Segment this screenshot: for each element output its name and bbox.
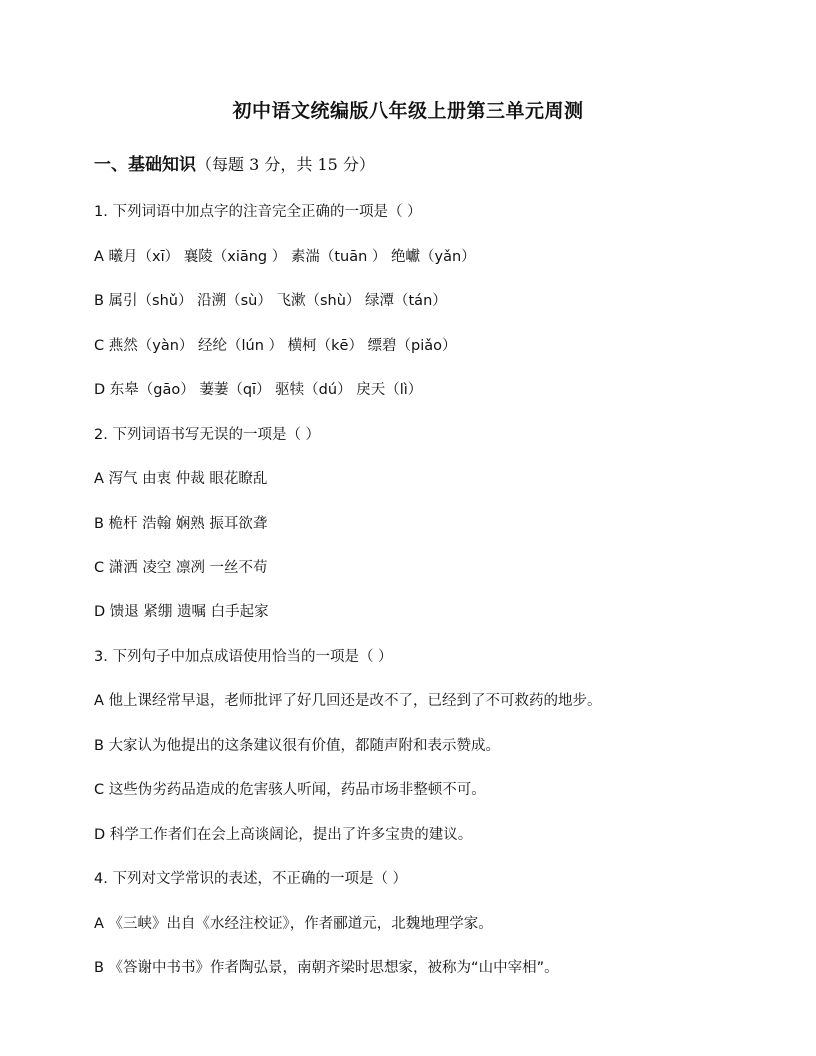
question-4-stem: 4. 下列对文学常识的表述，不正确的一项是（ ） <box>94 871 408 887</box>
question-2-stem: 2. 下列词语书写无误的一项是（ ） <box>94 427 321 443</box>
question-4-option-a: A 《三峡》出自《水经注校证》，作者郦道元，北魏地理学家。 <box>94 916 493 932</box>
question-2-option-a: A 泻气 由衷 仲裁 眼花瞭乱 <box>94 471 268 487</box>
question-2-option-d: D 馈退 紧绷 遗嘱 白手起家 <box>94 604 269 620</box>
question-1-option-c: C 燕然（yàn） 经纶（lún ） 横柯（kē） 缥碧（piǎo） <box>94 338 457 354</box>
question-3-option-b: B 大家认为他提出的这条建议很有价值，都随声附和表示赞成。 <box>94 738 501 754</box>
question-1-option-b: B 属引（shǔ） 沿溯（sù） 飞漱（shù） 绿潭（tán） <box>94 293 447 309</box>
section-score-note: （每题 3 分，共 15 分） <box>196 155 375 174</box>
section-heading <box>94 150 375 175</box>
question-3-option-c: C 这些伪劣药品造成的危害骇人听闻，药品市场非整顿不可。 <box>94 782 486 798</box>
question-3-option-d: D 科学工作者们在会上高谈阔论，提出了许多宝贵的建议。 <box>94 827 473 843</box>
document-title: 初中语文统编版八年级上册第三单元周测 <box>232 100 584 122</box>
question-1-option-d: D 东皋（gāo） 萋萋（qī） 驱犊（dú） 戾天（lì） <box>94 382 423 398</box>
question-1-option-a: A 曦月（xī） 襄陵（xiāng ） 素湍（tuān ） 绝巘（yǎn） <box>94 249 476 265</box>
question-1-stem: 1. 下列词语中加点字的注音完全正确的一项是（ ） <box>94 204 422 220</box>
question-4-option-b: B 《答谢中书书》作者陶弘景，南朝齐梁时思想家，被称为“山中宰相”。 <box>94 960 559 976</box>
section-heading-text: 一、基础知识 <box>94 155 196 175</box>
question-3-option-a: A 他上课经常早退，老师批评了好几回还是改不了，已经到了不可救药的地步。 <box>94 693 602 709</box>
question-3-stem: 3. 下列句子中加点成语使用恰当的一项是（ ） <box>94 649 393 665</box>
question-2-option-c: C 潇洒 凌空 凛冽 一丝不苟 <box>94 560 268 576</box>
question-2-option-b: B 桅杆 浩翰 娴熟 振耳欲聋 <box>94 516 268 532</box>
